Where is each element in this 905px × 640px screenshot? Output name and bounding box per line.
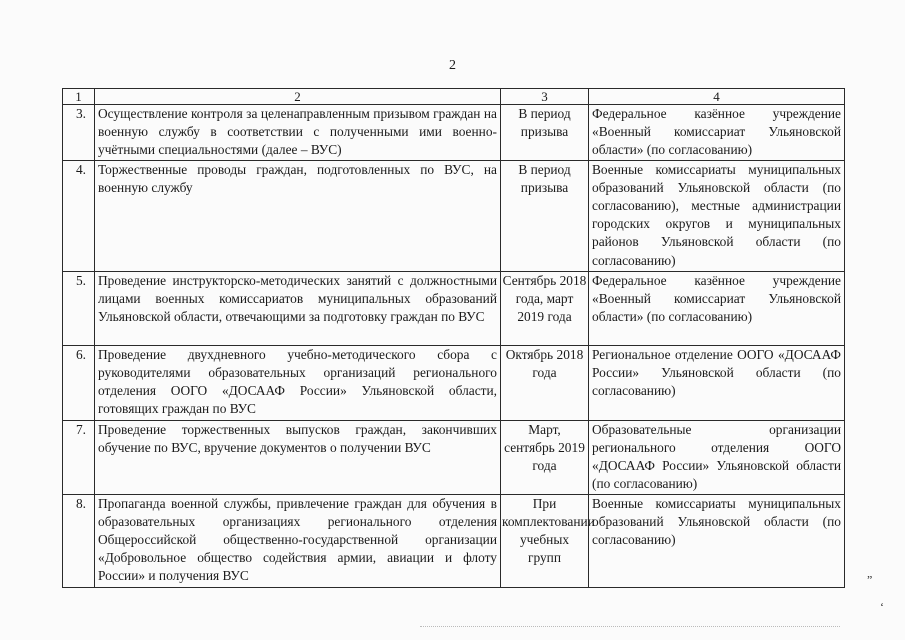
row-number: 7. [63, 420, 95, 494]
table-row [63, 494, 845, 587]
table-row [63, 345, 845, 420]
row-number: 3. [63, 105, 95, 161]
row-period: В период призыва [501, 105, 589, 161]
row-activity: Осуществление контроля за целенаправленным призывом граждан на военную службу в соответствии с полученными ими военно-учётными специальностями (далее – ВУС) [95, 105, 501, 161]
row-responsible: Федеральное казённое учреждение «Военный комиссариат Ульяновской области» (по согласованию) [589, 105, 845, 161]
row-number: 8. [63, 494, 95, 587]
scan-mark: „ [867, 566, 873, 580]
row-period: Сентябрь 2018 года, март 2019 года [501, 271, 589, 345]
row-period: В период призыва [501, 160, 589, 271]
row-responsible: Образовательные организации регионального отделения ООГО «ДОСААФ России» Ульяновской области (по согласованию) [589, 420, 845, 494]
row-activity: Проведение торжественных выпусков граждан, закончивших обучение по ВУС, вручение документов о получении ВУС [95, 420, 501, 494]
row-number: 6. [63, 345, 95, 420]
table-row [63, 271, 845, 345]
row-number: 5. [63, 271, 95, 345]
row-activity: Проведение инструкторско-методических занятий с должностными лицами военных комиссариатов муниципальных образований Ульяновской области, отвечающими за подготовку граждан по ВУС [95, 271, 501, 345]
row-activity: Проведение двухдневного учебно-методического сбора с руководителями образовательных организаций регионального отделения ООГО «ДОСААФ России» Ульяновской области, готовящих граждан по ВУС [95, 345, 501, 420]
table-row [63, 160, 845, 271]
scan-artifact-divider [420, 626, 840, 629]
page-number: 2 [449, 58, 456, 73]
row-period: Октябрь 2018 года [501, 345, 589, 420]
row-responsible: Федеральное казённое учреждение «Военный комиссариат Ульяновской области» (по согласованию) [589, 271, 845, 345]
row-period: Март, сентябрь 2019 года [501, 420, 589, 494]
table-row [63, 105, 845, 161]
column-header-1: 1 [63, 89, 95, 105]
row-responsible: Региональное отделение ООГО «ДОСААФ России» Ульяновской области (по согласованию) [589, 345, 845, 420]
activities-table [62, 88, 845, 588]
row-period: При комплектовании учебных групп [501, 494, 589, 587]
row-responsible: Военные комиссариаты муниципальных образований Ульяновской области (по согласованию) [589, 494, 845, 587]
row-responsible: Военные комиссариаты муниципальных образований Ульяновской области (по согласованию), местные администрации городских округов и муниципальных районов Ульяновской области (по согласованию) [589, 160, 845, 271]
column-header-2: 2 [95, 89, 501, 105]
table-header-row [63, 89, 845, 105]
row-activity: Торжественные проводы граждан, подготовленных по ВУС, на военную службу [95, 160, 501, 271]
row-number: 4. [63, 160, 95, 271]
column-header-4: 4 [589, 89, 845, 105]
column-header-3: 3 [501, 89, 589, 105]
table-row [63, 420, 845, 494]
scan-mark: ‘ [880, 600, 884, 614]
row-activity: Пропаганда военной службы, привлечение граждан для обучения в образовательных организациях регионального отделения Общероссийской общественно-государственной организации «Добровольное общество содействия армии, авиации и флоту России» и получения ВУС [95, 494, 501, 587]
